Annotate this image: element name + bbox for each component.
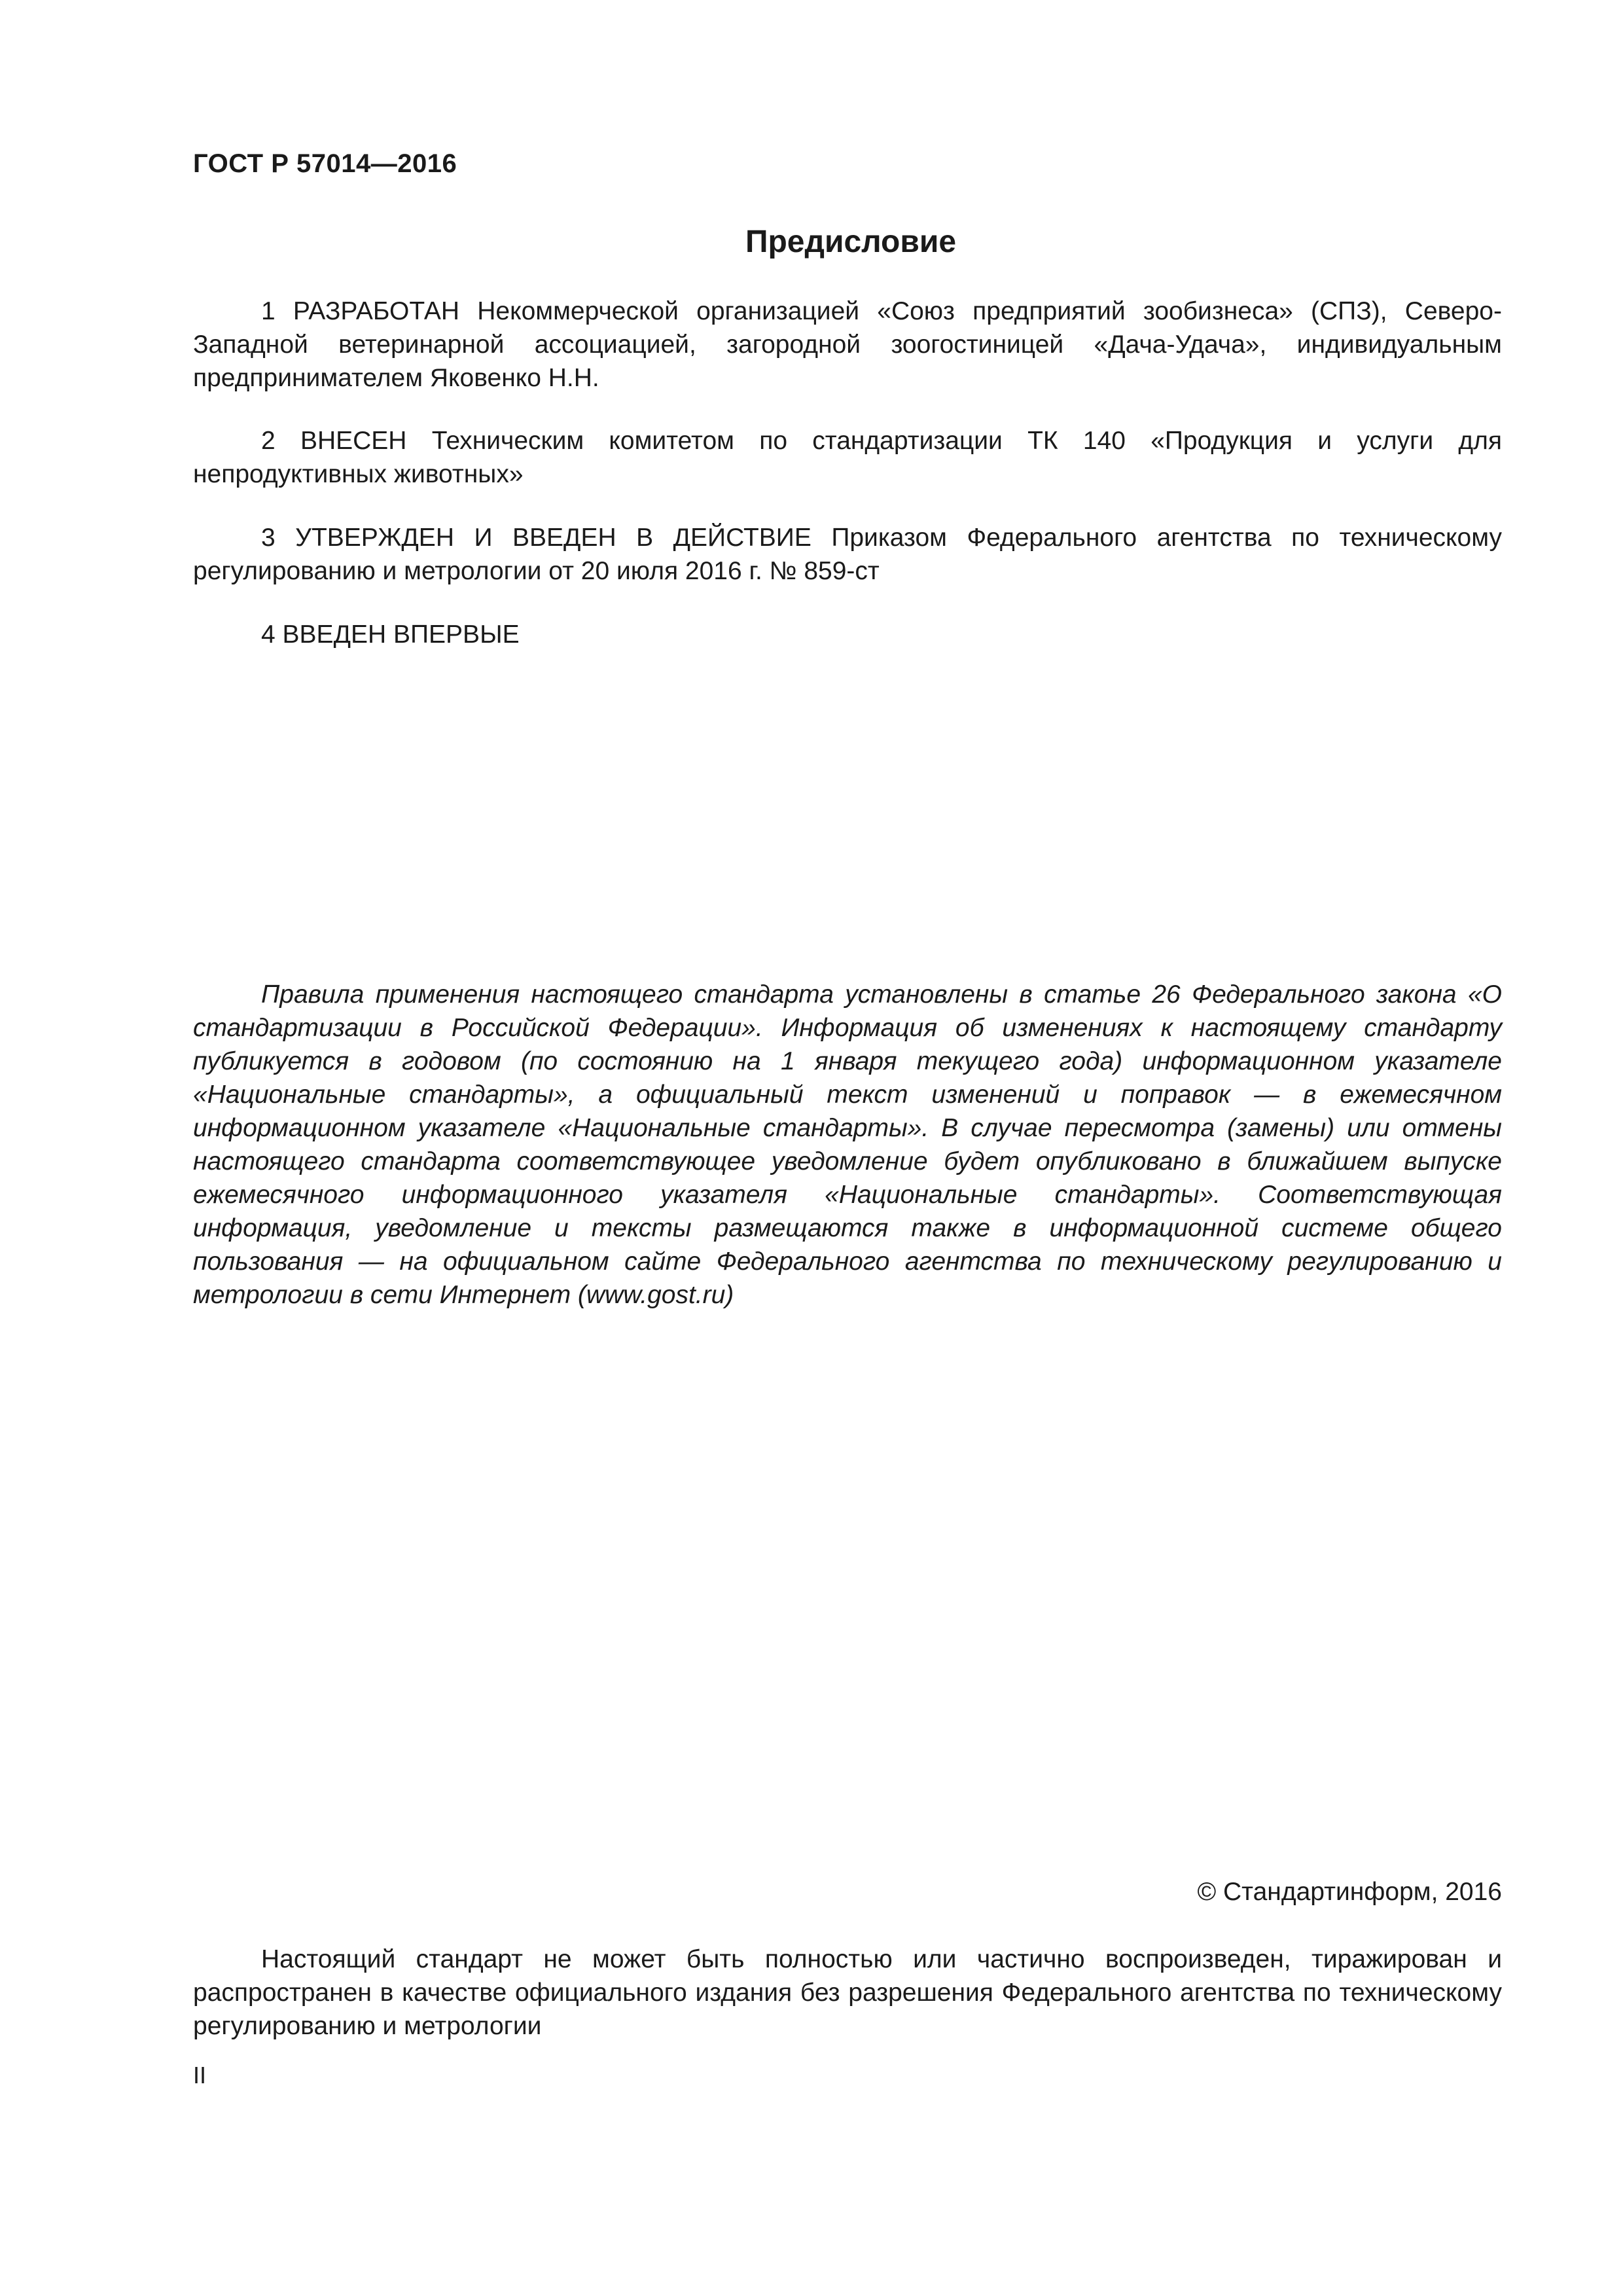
foreword-item-3: 3 УТВЕРЖДЕН И ВВЕДЕН В ДЕЙСТВИЕ Приказом Федерального агентства по техническому регулированию и метрологии от 20 июля 2016 г. № 859-ст	[193, 524, 1502, 585]
foreword-item-1: 1 РАЗРАБОТАН Некоммерческой организацией «Союз предприятий зообизнеса» (СПЗ), Северо-Западной ветеринарной ассоциацией, загородной зоогостиницей «Дача-Удача», индивидуальным предпринимателем Яковенко Н.Н.	[193, 297, 1502, 392]
copyright-line: © Стандартинформ, 2016	[1197, 1878, 1502, 1906]
foreword-item-4: 4 ВВЕДЕН ВПЕРВЫЕ	[261, 620, 520, 649]
reproduction-notice: Настоящий стандарт не может быть полностью или частично воспроизведен, тиражирован и распространен в качестве официального издания без разрешения Федерального агентства по техническому регулированию и метрологии	[193, 1945, 1502, 2040]
document-code-header: ГОСТ Р 57014—2016	[193, 149, 457, 178]
foreword-title: Предисловие	[745, 224, 957, 259]
rules-notice-paragraph: Правила применения настоящего стандарта установлены в статье 26 Федерального закона «О стандартизации в Российской Федерации». Информация об изменениях к настоящему стандарту публикуется в годовом (по состоянию на 1 января текущего года) информационном указателе «Национальные стандарты», а официальный текст изменений и поправок — в ежемесячном информационном указателе «Национальные стандарты». В случае пересмотра (замены) или отмены настоящего стандарта соответствующее уведомление будет опубликовано в ближайшем выпуске ежемесячного информационного указателя «Национальные стандарты». Соответствующая информация, уведомление и тексты размещаются также в информационной системе общего пользования — на официальном сайте Федерального агентства по техническому регулированию и метрологии в сети Интернет (www.gost.ru)	[193, 980, 1502, 1309]
page-number: II	[193, 2062, 207, 2089]
foreword-item-2: 2 ВНЕСЕН Техническим комитетом по стандартизации ТК 140 «Продукция и услуги для непродуктивных животных»	[193, 427, 1502, 488]
